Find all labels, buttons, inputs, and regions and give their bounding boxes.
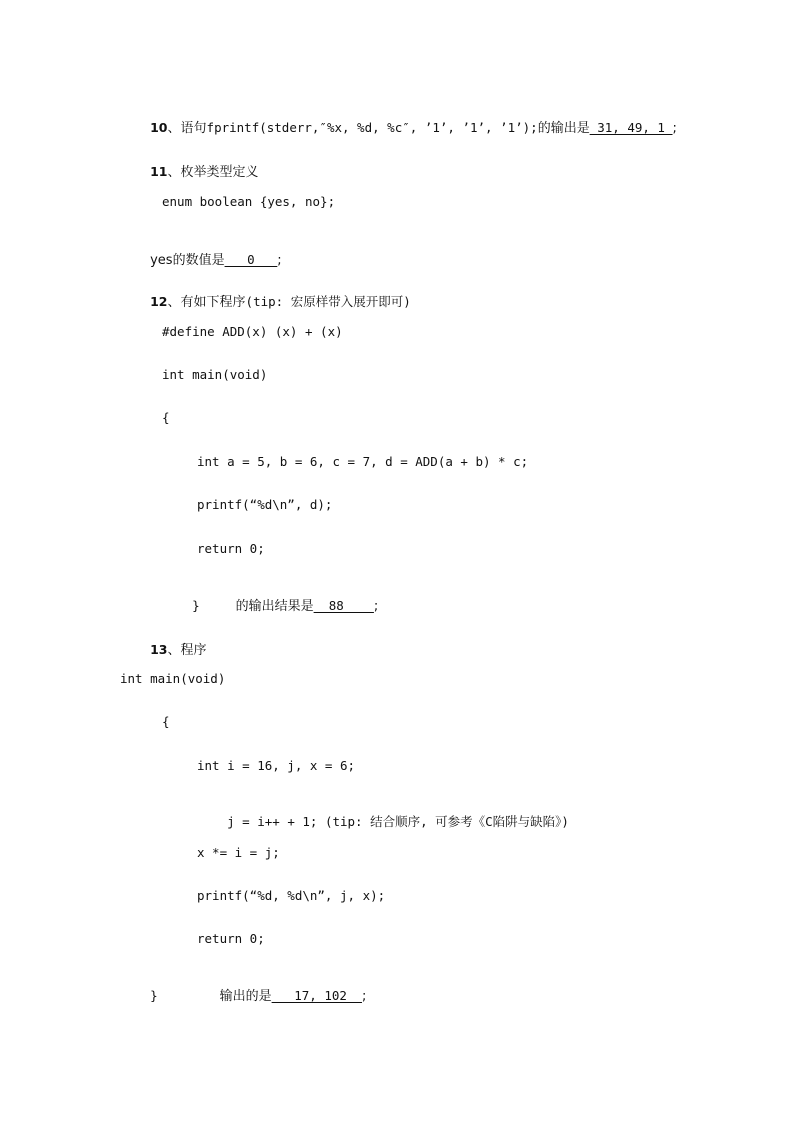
- q10-code: fprintf(stderr,″%x, %d, %c″, ’1’, ’1’, ’1’);: [206, 120, 538, 135]
- q13-code-line: {: [162, 714, 170, 729]
- q13-number: 13: [150, 642, 168, 657]
- q12-code-line: #define ADD(x) (x) + (x): [162, 324, 343, 339]
- q11-heading: [120, 148, 259, 197]
- q11-end: ;: [277, 253, 282, 268]
- q13-code-line: int i = 16, j, x = 6;: [197, 758, 356, 773]
- q13-result-label: 输出的是: [219, 989, 272, 1004]
- q13-result-line: [120, 972, 366, 1021]
- q12-heading: [120, 278, 411, 327]
- q12-title: 有如下程序: [180, 295, 246, 310]
- q12-code-line: printf(“%d\n”, d);: [197, 497, 333, 512]
- q10-separator: 、: [167, 121, 181, 136]
- q13-closing-brace: }: [150, 988, 158, 1003]
- q10-mid: 的输出是: [537, 121, 590, 136]
- q12-answer: __88____: [313, 598, 374, 613]
- q11-answer: ___0___: [224, 252, 278, 267]
- q11-title: 枚举类型定义: [180, 165, 259, 180]
- q12-result-line: [162, 582, 378, 631]
- q13-answer: ___17, 102__: [271, 988, 362, 1003]
- q11-number: 11: [150, 164, 168, 179]
- q12-end: ;: [373, 599, 379, 614]
- q13-separator: 、: [167, 643, 181, 658]
- q13-code-text: j = i++ + 1;: [227, 814, 325, 829]
- q13-code-line: int main(void): [120, 671, 226, 686]
- q12-result-label: 的输出结果是: [235, 599, 314, 614]
- q13-title: 程序: [180, 643, 207, 658]
- q12-code-line: return 0;: [197, 541, 265, 556]
- q12-separator: 、: [167, 295, 181, 310]
- q13-tip: (tip: 结合顺序, 可参考《C陷阱与缺陷》): [324, 814, 569, 829]
- q10-line: [120, 104, 677, 153]
- q12-closing-brace: }: [192, 598, 200, 613]
- q10-answer: _31, 49, 1_: [589, 120, 673, 135]
- q13-code-line: [197, 798, 569, 846]
- q13-code-line: printf(“%d, %d\n”, j, x);: [197, 888, 386, 903]
- q13-end: ;: [361, 989, 367, 1004]
- q10-label: 语句: [180, 121, 207, 136]
- q12-number: 12: [150, 294, 168, 309]
- q11-mid: 的数值是: [172, 253, 225, 268]
- q11-code-line: enum boolean {yes, no};: [162, 194, 336, 209]
- q10-number: 10: [150, 120, 168, 135]
- q10-end: ;: [672, 121, 677, 136]
- q11-prefix: yes: [150, 253, 173, 268]
- q12-code-line: int main(void): [162, 367, 268, 382]
- q11-separator: 、: [167, 165, 181, 180]
- q12-code-line: {: [162, 410, 170, 425]
- q12-code-line: int a = 5, b = 6, c = 7, d = ADD(a + b) * c;: [197, 454, 529, 469]
- q13-heading: [120, 626, 207, 675]
- q12-tip: (tip: 宏原样带入展开即可): [245, 294, 411, 309]
- q13-code-line: return 0;: [197, 931, 265, 946]
- q13-code-line: x *= i = j;: [197, 845, 280, 860]
